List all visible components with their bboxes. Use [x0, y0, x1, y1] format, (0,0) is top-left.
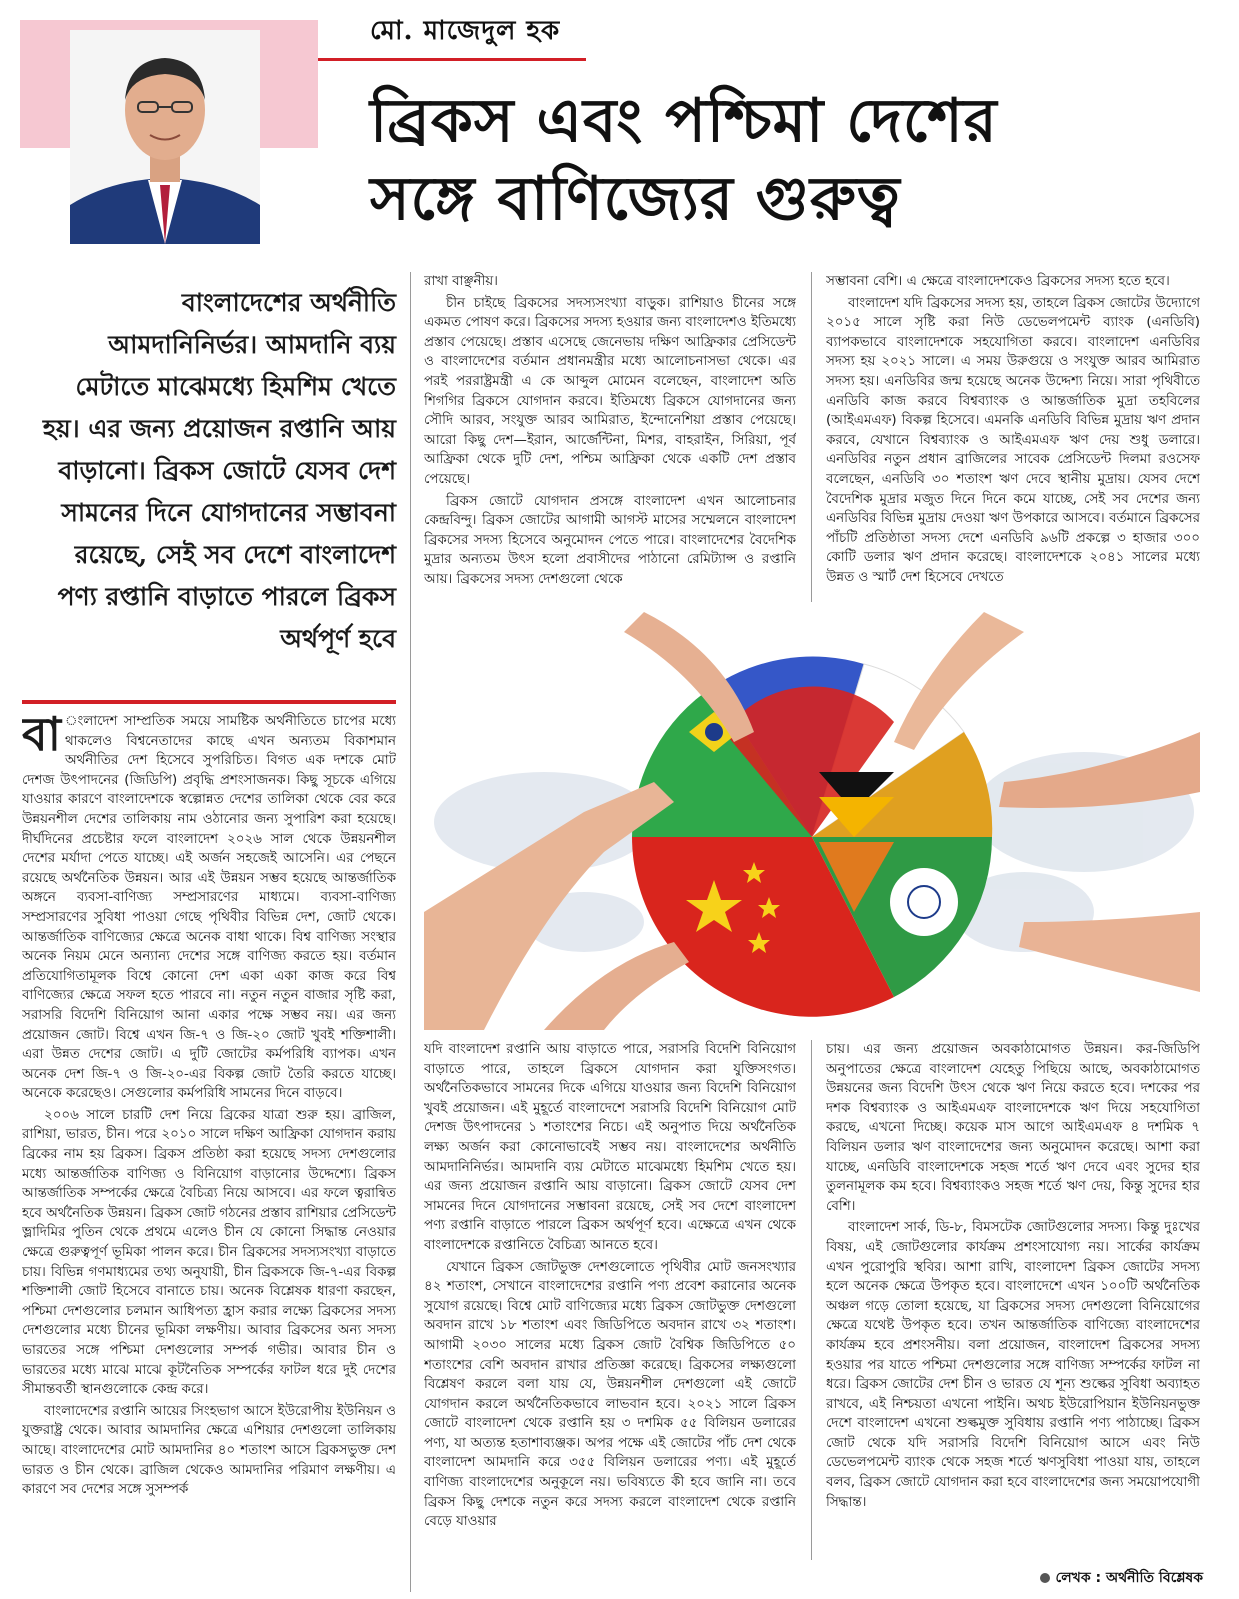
headline-line-2: সঙ্গে বাণিজ্যের গুরুত্ব [370, 164, 901, 234]
paragraph: ২০০৬ সালে চারটি দেশ নিয়ে ব্রিকের যাত্রা শুরু হয়। ব্রাজিল, রাশিয়া, ভারত, চীন। পরে ২০১০ সালে দক্ষিণ আফ্রিকা যোগদান করায় ব্রিকের নাম হয় ব্রিকস। ব্রিকস প্রতিষ্ঠা করা হয়েছে সদস্য দেশগুলোর মধ্যে আন্তর্জাতিক বাণিজ্য ও বিনিয়োগ বাড়ানোর উদ্দেশ্যে। ব্রিকস আন্তর্জাতিক সম্পর্কের ক্ষেত্রে বৈচিত্র্য নিয়ে আসবে। এর ফলে ত্বরান্বিত হবে অর্থনৈতিক উন্নয়ন। ব্রিকস জোট গঠনের প্রস্তাব রাশিয়ার প্রেসিডেন্ট ভ্লাদিমির পুতিন থেকে প্রথমে এলেও চীন যে কোনো সিদ্ধান্ত নেওয়ার ক্ষেত্রে গুরুত্বপূর্ণ ভূমিকা পালন করে। চীন ব্রিকসের সদস্যসংখ্যা বাড়াতে চায়। বিভিন্ন গণমাধ্যমের তথ্য অনুযায়ী, চীন ব্রিকসকে জি-৭-এর বিকল্প শক্তিশালী জোট হিসেবে বানাতে চায়। অনেক বিশ্লেষক ধারণা করছেন, পশ্চিমা দেশগুলোর চলমান আধিপত্য হ্রাস করার লক্ষ্যে ব্রিকসের সদস্য দেশগুলোর মধ্যে চীনের ভূমিকা লক্ষণীয়। আবার ব্রিকসের অন্য সদস্য ভারতের সঙ্গে পশ্চিমা দেশগুলোর সম্পর্ক গভীর। আবার চীন ও ভারতের মধ্যে মাঝে মাঝে কূটনৈতিক সম্পর্কের ফাটল ধরে দুই দেশের সীমান্তবর্তী স্থানগুলোকে কেন্দ্র করে। [22, 1107, 396, 1398]
article-column-2-bottom [424, 1040, 796, 1595]
article-column-3-top [826, 272, 1200, 602]
column-divider [811, 1040, 812, 1560]
paragraph: চীন চাইছে ব্রিকসের সদস্যসংখ্যা বাড়ুক। রাশিয়াও চীনের সঙ্গে একমত পোষণ করে। ব্রিকসের সদস্য হওয়ার জন্য বাংলাদেশও ইতিমধ্যে প্রস্তাব পেয়েছে। প্রস্তাব এসেছে জেনেভায় দক্ষিণ আফ্রিকার প্রেসিডেন্ট ও বাংলাদেশের বর্তমান প্রধানমন্ত্রীর মধ্যে আলোচনাসভা থেকে। এর পরই পররাষ্ট্রমন্ত্রী এ কে আব্দুল মোমেন বলেছেন, বাংলাদেশ অতি শিগগির ব্রিকসে যোগদান করবে। ইতিমধ্যে ব্রিকসে যোগদানের জন্য সৌদি আরব, সংযুক্ত আরব আমিরাত, ইন্দোনেশিয়া প্রস্তাব পেয়েছে। আরো কিছু দেশ—ইরান, আর্জেন্টিনা, মিশর, বাহরাইন, সিরিয়া, পূর্ব আফ্রিকা থেকে দুটি দেশ, পশ্চিম আফ্রিকা থেকে একটি দেশ প্রস্তাব পেয়েছে। [424, 295, 796, 487]
bullet-dot-icon [1040, 1573, 1050, 1583]
paragraph: বাংলাদেশ সার্ক, ডি-৮, বিমসটেক জোটগুলোর সদস্য। কিন্তু দুঃখের বিষয়, এই জোটগুলোর কার্যক্রম প্রশংসাযোগ্য নয়। সার্কের কার্যক্রম এখন পুরোপুরি স্থবির। আশা রাখি, বাংলাদেশ ব্রিকস জোটের সদস্য হলে অনেক ক্ষেত্রে উপকৃত হবে। বাংলাদেশে এখন ১০০টি অর্থনৈতিক অঞ্চল গড়ে তোলা হয়েছে, যা ব্রিকসের সদস্য দেশগুলো বিনিয়োগের ক্ষেত্রে যথেষ্ট উপকৃত হবে। তখন আন্তর্জাতিক বাণিজ্যে বাংলাদেশের কার্যক্রম হবে প্রশংসনীয়। বলা প্রয়োজন, বাংলাদেশ ব্রিকসের সদস্য হওয়ার পর যাতে পশ্চিমা দেশগুলোর সঙ্গে বাণিজ্য সম্পর্কের ফাটল না ধরে। ব্রিকস জোটের দেশ চীন ও ভারত যে শূন্য শুল্কের সুবিধা অব্যাহত রাখবে, এই নিশ্চয়তা এখনো পাইনি। অথচ ইউরোপিয়ান ইউনিয়নভুক্ত দেশে বাংলাদেশ এখনো শুল্কমুক্ত সুবিধায় রপ্তানি পণ্য পাঠাচ্ছে। ব্রিকস জোট থেকে যদি সরাসরি বিদেশি বিনিয়োগ আসে এবং নিউ ডেভেলপমেন্ট ব্যাংক থেকে সহজ শর্তে ঋণসুবিধা পাওয়া যায়, তাহলে বলব, ব্রিকস জোটে যোগদান করা হবে বাংলাদেশের জন্য সময়োপযোগী সিদ্ধান্ত। [826, 1220, 1200, 1510]
paragraph: ব্রিকস জোটে যোগদান প্রসঙ্গে বাংলাদেশ এখন আলোচনার কেন্দ্রবিন্দু। ব্রিকস জোটের আগামী আগস্ট মাসের সম্মেলনে বাংলাদেশ ব্রিকসের সদস্য হিসেবে অনুমোদন পেতে পারে। বাংলাদেশের বৈদেশিক মুদ্রার অন্যতম উৎস হলো প্রবাসীদের পাঠানো রেমিট্যান্স ও রপ্তানি আয়। ব্রিকসের সদস্য দেশগুলো থেকে [424, 493, 796, 587]
article-column-1 [22, 712, 396, 1592]
brics-puzzle-illustration [424, 612, 1200, 1030]
article-column-3-bottom [826, 1040, 1200, 1560]
paragraph: বাংলাদেশের রপ্তানি আয়ের সিংহভাগ আসে ইউরোপীয় ইউনিয়ন ও যুক্তরাষ্ট্র থেকে। আবার আমদানির ক্ষেত্রে এশিয়ার দেশগুলো তালিকায় আছে। বাংলাদেশের মোট আমদানির ৪০ শতাংশ আসে ব্রিকসভুক্ত দেশ ভারত ও চীন থেকে। ব্রাজিল থেকেও আমদানির পরিমাণ লক্ষণীয়। এ কারণে সব দেশের সঙ্গে সুসম্পর্ক [22, 1403, 396, 1498]
paragraph: সম্ভাবনা বেশি। এ ক্ষেত্রে বাংলাদেশকেও ব্রিকসের সদস্য হতে হবে। [826, 274, 1170, 289]
column-divider [811, 272, 812, 602]
author-note-text: লেখক : অর্থনীতি বিশ্লেষক [1055, 1570, 1203, 1586]
paragraph: যেখানে ব্রিকস জোটভুক্ত দেশগুলোতে পৃথিবীর মোট জনসংখ্যার ৪২ শতাংশ, সেখানে বাংলাদেশের রপ্তানি পণ্য প্রবেশ করানোর অনেক সুযোগ রয়েছে। বিশ্বে মোট বাণিজ্যের মধ্যে ব্রিকস জোটভুক্ত দেশগুলো অবদান রাখে ১৮ শতাংশ এবং জিডিপিতে অবদান রাখে ৩২ শতাংশ। আগামী ২০৩০ সালের মধ্যে ব্রিকস জোট বৈশ্বিক জিডিপিতে ৫০ শতাংশের বেশি অবদান রাখার প্রতিজ্ঞা করেছে। ব্রিকসের লক্ষ্যগুলো বিশ্লেষণ করলে বলা যায় যে, উন্নয়নশীল দেশগুলো এই জোটে যোগদান করলে অর্থনৈতিকভাবে লাভবান হবে। ২০২১ সালে ব্রিকস জোটে বাংলাদেশ থেকে রপ্তানি হয় ৩ দশমিক ৫৫ বিলিয়ন ডলারের পণ্য, যা অত্যন্ত হতাশাব্যঞ্জক। অপর পক্ষে এই জোটের পাঁচ দেশ থেকে বাংলাদেশ আমদানি করে ৩৫৫ বিলিয়ন ডলারের পণ্য। এই মুহূর্তে বাণিজ্য বাংলাদেশের অনুকূলে নয়। ভবিষ্যতে কী হবে জানি না। তবে ব্রিকস কিছু দেশকে নতুন করে সদস্য করলে বাংলাদেশ থেকে রপ্তানি বেড়ে যাওয়ার [424, 1259, 796, 1530]
paragraph: রাখা বাঞ্ছনীয়। [424, 274, 498, 289]
column-divider [410, 272, 411, 1592]
dropcap: বা [22, 712, 61, 761]
pull-quote-rule [22, 700, 396, 704]
byline-rule [318, 58, 586, 61]
paragraph: যদি বাংলাদেশ রপ্তানি আয় বাড়াতে পারে, সরাসরি বিদেশি বিনিয়োগ বাড়াতে পারে, তাহলে ব্রিকসে যোগদান করা যুক্তিসংগত। অর্থনৈতিকভাবে সামনের দিকে এগিয়ে যাওয়ার জন্য বিদেশি বিনিয়োগ খুবই প্রয়োজন। এই মুহূর্তে বাংলাদেশে সরাসরি বিদেশি বিনিয়োগ মোট দেশজ উৎপাদনের ১ শতাংশের নিচে। এই অনুপাত দিয়ে অর্থনৈতিক লক্ষ্য অর্জন করা কোনোভাবেই সম্ভব নয়। বাংলাদেশের অর্থনীতি আমদানিনির্ভর। আমদানি ব্যয় মেটাতে মাঝেমধ্যে হিমশিম খেতে হয়। এর জন্য প্রয়োজন রপ্তানি আয় বাড়ানো। ব্রিকস জোটে যেসব দেশ সামনের দিনে যোগদানের সম্ভাবনা রয়েছে, সেই সব দেশে বাংলাদেশ পণ্য রপ্তানি বাড়াতে পারলে ব্রিকস অর্থপূর্ণ হবে। এক্ষেত্রে এখন থেকে বাংলাদেশকে রপ্তানিতে বৈচিত্র্য আনতে হবে। [424, 1042, 796, 1253]
paragraph-text: ংলাদেশ সাম্প্রতিক সময়ে সামষ্টিক অর্থনীতিতে চাপের মধ্যে থাকলেও বিশ্বনেতাদের কাছে এখন অন্যতম বিকাশমান অর্থনীতির দেশ হিসেবে সুপরিচিত। বিগত এক দশকে মোট দেশজ উৎপাদনের (জিডিপি) প্রবৃদ্ধি প্রশংসাজনক। কিছু সূচকে এগিয়ে যাওয়ার কারণে বাংলাদেশকে স্বল্পোন্নত দেশের তালিকা থেকে বের করে উন্নয়নশীল দেশের তালিকায় নাম ওঠানোর জন্য সুপারিশ করা হয়েছে। দীর্ঘদিনের প্রচেষ্টার ফলে বাংলাদেশ ২০২৬ সাল থেকে উন্নয়নশীল দেশের মর্যাদা পেতে যাচ্ছে। এই অর্জন সহজেই আসেনি। এর পেছনে রয়েছে অর্থনৈতিক উন্নয়ন। আর এই উন্নয়ন সম্ভব হয়েছে আন্তর্জাতিক অঙ্গনে ব্যবসা-বাণিজ্য সম্প্রসারণের মাধ্যমে। ব্যবসা-বাণিজ্য সম্প্রসারণের সুবিধা পাওয়া গেছে পৃথিবীর বিভিন্ন দেশ, জোট থেকে। আন্তর্জাতিক বাণিজ্যের ক্ষেত্রে অনেক বাধা থাকে। বিশ্ব বাণিজ্য সংস্থার অনেক নিয়ম মেনে অন্যান্য দেশের সঙ্গে বাণিজ্য করতে হয়। বর্তমান প্রতিযোগিতামূলক বিশ্বে কোনো দেশ একা একা কাজ করে বিশ্ব বাণিজ্যের ক্ষেত্রে সফল হতে পারবে না। নতুন নতুন বাজার সৃষ্টি করা, সরাসরি বিদেশি বিনিয়োগ আনা একার পক্ষে সম্ভব নয়। এর জন্য প্রয়োজন জোট। বিশ্বে এখন জি-৭ ও জি-২০ জোট খুবই শক্তিশালী। এরা উন্নত দেশের জোট। এ দুটি জোটের কর্মপরিধি ব্যাপক। এখন অনেক দেশ জি-৭ ও জি-২০-এর বিকল্প জোট তৈরি করতে যাচ্ছে। অনেকে করেছেও। সেগুলোর কর্মপরিধি সামনের দিনে বাড়বে। [22, 714, 396, 1102]
author-note [1040, 1566, 1203, 1590]
article-column-2-top [424, 272, 796, 602]
pull-quote: বাংলাদেশের অর্থনীতি আমদানিনির্ভর। আমদানি ব্যয় মেটাতে মাঝেমধ্যে হিমশিম খেতে হয়। এর জন্য প্রয়োজন রপ্তানি আয় বাড়ানো। ব্রিকস জোটে যেসব দেশ সামনের দিনে যোগদানের সম্ভাবনা রয়েছে, সেই সব দেশে বাংলাদেশ পণ্য রপ্তানি বাড়াতে পারলে ব্রিকস অর্থপূর্ণ হবে [42, 288, 396, 653]
author-photo [70, 30, 260, 244]
paragraph: বাংলাদেশ যদি ব্রিকসের সদস্য হয়, তাহলে ব্রিকস জোটের উদ্যোগে ২০১৫ সালে সৃষ্টি করা নিউ ডেভেলপমেন্ট ব্যাংক (এনডিবি) ব্যাপকভাবে বাংলাদেশকে সহযোগিতা করবে। বাংলাদেশ এনডিবির সদস্য হয় ২০২১ সালে। এ সময় উরুগুয়ে ও সংযুক্ত আরব আমিরাত সদস্য হয়। এনডিবির জন্ম হয়েছে অনেক উদ্দেশ্য নিয়ে। সারা পৃথিবীতে এনডিবি কাজ করবে বিশ্বব্যাংক ও আন্তর্জাতিক মুদ্রা তহবিলের (আইএমএফ) বিকল্প হিসেবে। এমনকি এনডিবি বিভিন্ন মুদ্রায় ঋণ প্রদান করবে, যেখানে বিশ্বব্যাংক ও আইএমএফ ঋণ দেয় শুধু ডলারে। এনডিবির নতুন প্রধান ব্রাজিলের সাবেক প্রেসিডেন্ট দিলমা রওসেফ বলেছেন, এনডিবি ৩০ শতাংশ ঋণ দেবে স্থানীয় মুদ্রায়। যেসব দেশে বৈদেশিক মুদ্রার মজুত দিনে দিনে কমে যাচ্ছে, সেই সব দেশের জন্য এনডিবির বিভিন্ন মুদ্রায় দেওয়া ঋণ উপকারে আসবে। বর্তমানে ব্রিকসের পাঁচটি প্রতিষ্ঠাতা সদস্য দেশে এনডিবি ৯৬টি প্রকল্পে ৩ হাজার ৩০০ কোটি ডলার ঋণ প্রদান করেছে। বাংলাদেশকে ২০৪১ সালের মধ্যে উন্নত ও স্মার্ট দেশ হিসেবে দেখতে [826, 295, 1200, 585]
byline: মো. মাজেদুল হক [370, 16, 561, 46]
paragraph: চায়। এর জন্য প্রয়োজন অবকাঠামোগত উন্নয়ন। কর-জিডিপি অনুপাতের ক্ষেত্রে বাংলাদেশ যেহেতু পিছিয়ে আছে, অবকাঠামোগত উন্নয়নের জন্য বিদেশি উৎস থেকে ঋণ নিয়ে করতে হবে। দশকের পর দশক বিশ্বব্যাংক ও আইএমএফ বাংলাদেশকে ঋণ দিয়ে সহযোগিতা করছে, এখনো দিচ্ছে। কয়েক মাস আগে আইএমএফ ৪ দশমিক ৭ বিলিয়ন ডলার ঋণ বাংলাদেশের জন্য অনুমোদন করেছে। আশা করা যাচ্ছে, এনডিবি বাংলাদেশকে সহজ শর্তে ঋণ দেবে এবং সুদের হার তুলনামূলক কম হবে। বিশ্বব্যাংকও সহজ শর্তে ঋণ দেয়, কিন্তু সুদের হার বেশি। [826, 1042, 1200, 1214]
headline-line-1: ব্রিকস এবং পশ্চিমা দেশের [370, 86, 998, 156]
headline [370, 82, 1230, 238]
paragraph [22, 712, 396, 1104]
